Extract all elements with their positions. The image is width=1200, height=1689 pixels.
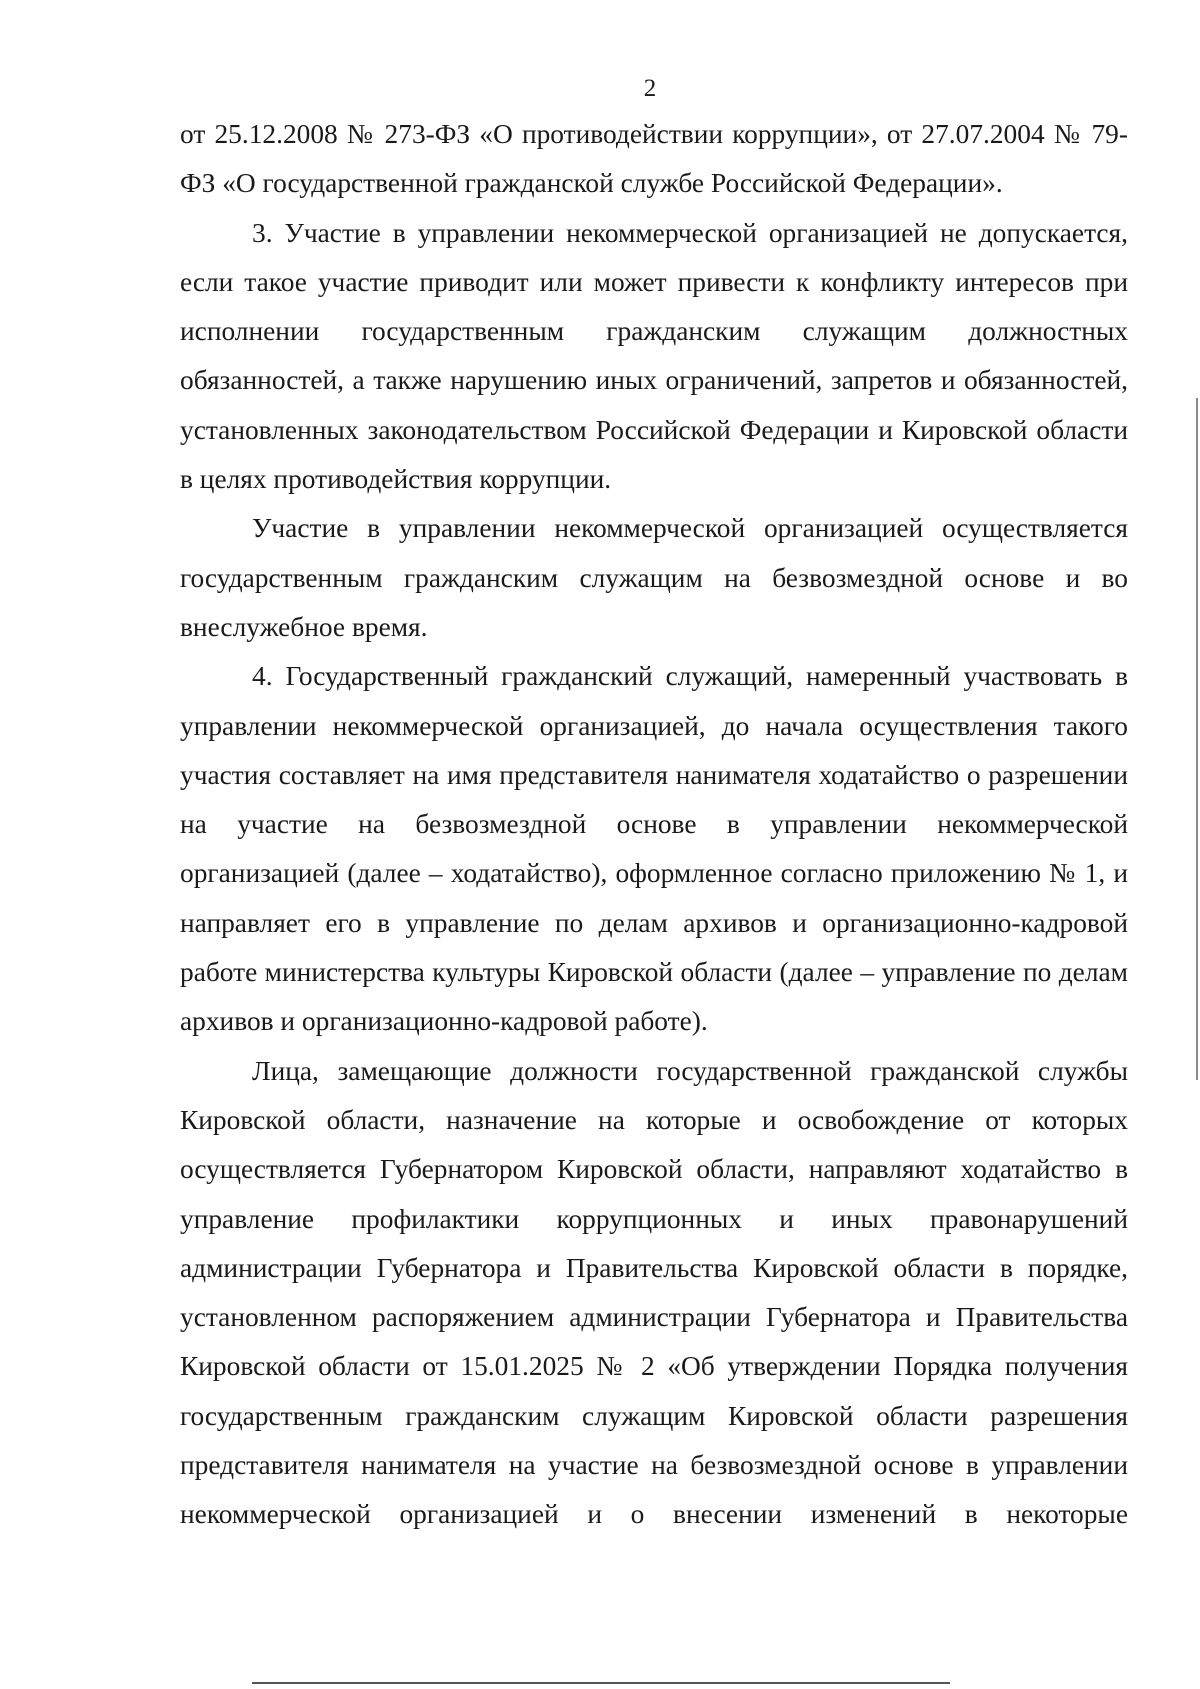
text-line: области (далее – управление по делам архивов и организационно-кадровой [180,957,1128,1037]
text-line: такого участия составляет на имя представителя нанимателя ходатайство [180,710,1128,790]
paragraph-governor-appointees [180,1047,1128,1540]
text-line: Лица, замещающие должности государственной гражданской службы [252,1055,1128,1086]
text-line: № 79-ФЗ «О государственной гражданской службе Российской Федерации». [180,119,1128,199]
text-line: представителя нанимателя на участие на безвозмездной основе в управлении [180,1450,1128,1481]
text-line: в управление профилактики коррупционных и иных правонарушений [180,1154,1128,1234]
bottom-rule [252,1682,950,1684]
text-line: администрации Губернатора и Правительства Кировской области в порядке, [180,1252,1128,1283]
text-line: и обязанностей, установленных законодательством Российской Федерации [180,365,1128,445]
text-line: работе). [614,1006,708,1037]
paragraph-law-references [180,110,1128,209]
text-line: 4. Государственный гражданский служащий, намеренный участвовать [252,661,1103,692]
text-line: осуществляется Губернатором Кировской области, направляют ходатайство [180,1154,1102,1185]
paragraph-item-3 [180,209,1128,505]
text-line: установленном распоряжением администрации Губернатора и Правительства [180,1302,1128,1333]
text-line: и Кировской области в целях противодействия коррупции. [180,414,1128,495]
text-line: при исполнении государственным гражданским служащим должностных [180,266,1128,347]
text-line: от 25.12.2008 № 273-ФЗ «О противодействии коррупции», от 27.07.2004 [180,119,1045,149]
text-line: и во внеслужебное время. [180,562,1128,642]
page-number: 2 [643,75,657,102]
scan-edge-line [1196,398,1198,1080]
text-line: Участие в управлении некоммерческой организацией осуществляется [252,513,1128,544]
text-line: 3. Участие в управлении некоммерческой организацией не допускается, [252,217,1128,248]
text-line: о разрешении на участие на безвозмездной основе в управлении [180,759,1128,840]
text-line: Кировской области от 15.01.2025 № 2 «Об утверждении Порядка получения [180,1351,1128,1382]
document-body [180,110,1128,1540]
paragraph-item-4 [180,652,1128,1046]
text-line: Кировской области, назначение на которые и освобождение от которых [180,1104,1128,1135]
text-line: государственным гражданским служащим Кировской области разрешения [180,1400,1128,1431]
text-line: некоммерческой организацией и о внесении изменений в некоторые [180,1499,1128,1530]
text-line: если такое участие приводит или может привести к конфликту интересов [180,266,1074,297]
text-line: некоммерческой организацией (далее – ходатайство), оформленное согласно [180,809,1128,889]
text-line: государственным гражданским служащим на безвозмездной основе [180,562,1045,593]
text-line: приложению № 1, и направляет его в управление по делам архивов [180,858,1128,938]
text-line: в управлении некоммерческой организацией, до начала осуществления [180,661,1128,741]
text-line: обязанностей, а также нарушению иных ограничений, запретов [180,365,933,396]
paragraph-free-basis [180,504,1128,652]
text-line: и организационно-кадровой работе министерства культуры Кировской [180,907,1128,988]
